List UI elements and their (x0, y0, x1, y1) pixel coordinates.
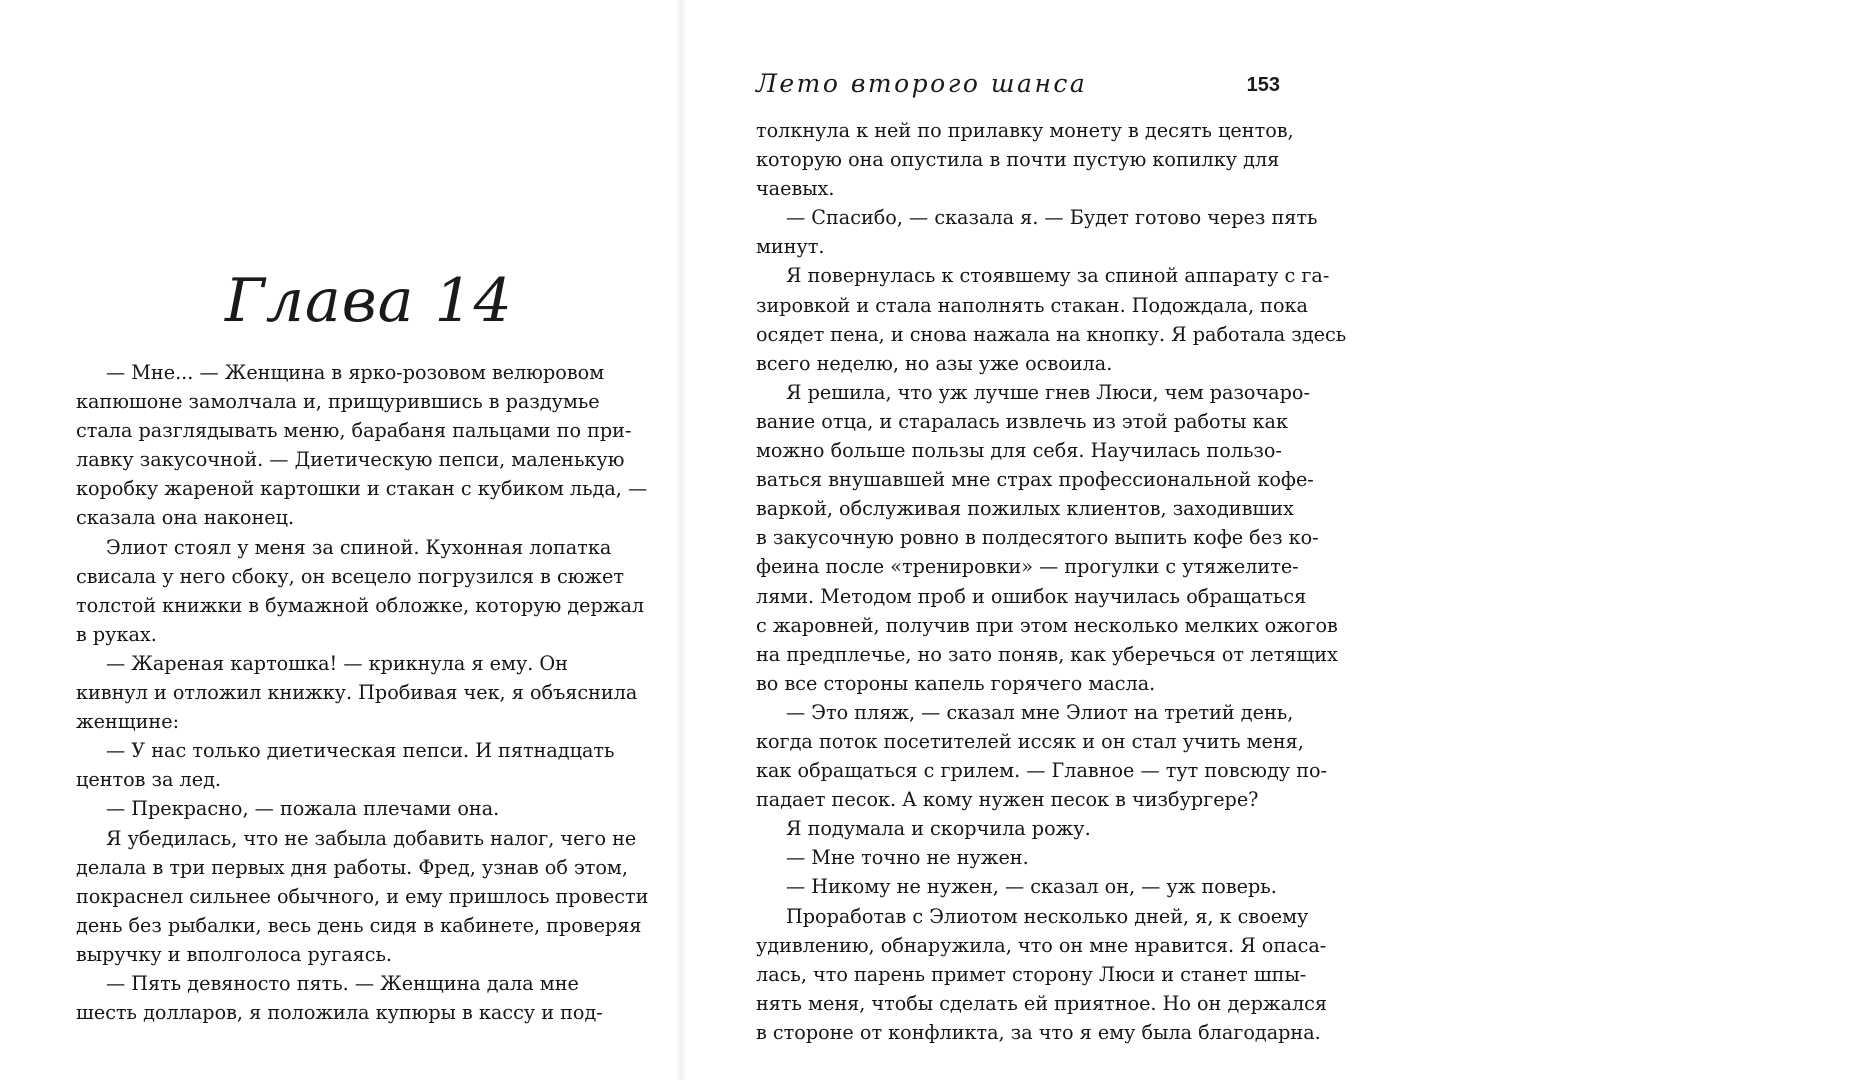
text-line: Я повернулась к стоявшему за спиной аппарату с га- (786, 264, 1330, 288)
text-line: ваться внушавшей мне страх профессиональной кофе- (756, 468, 1314, 492)
text-line: лавку закусочной. — Диетическую пепси, маленькую (76, 448, 625, 472)
text-line: Я подумала и скорчила рожу. (786, 817, 1091, 841)
text-line: осядет пена, и снова нажала на кнопку. Я работала здесь (756, 322, 1347, 346)
text-line: чаевых. (756, 177, 835, 201)
text-line: можно больше пользы для себя. Научилась пользо- (756, 439, 1282, 463)
text-line: свисала у него сбоку, он всецело погрузился в сюжет (76, 564, 625, 588)
text-line: — Мне... — Женщина в ярко-розовом велюровом (106, 361, 605, 384)
text-line: минут. (756, 235, 825, 259)
right-page-text (756, 116, 1347, 1047)
text-line: Я решила, что уж лучше гнев Люси, чем разочаро- (786, 380, 1310, 404)
chapter-title: Глава 14 (225, 266, 513, 336)
left-page-text (76, 358, 649, 1027)
text-line: — Спасибо, — сказала я. — Будет готово через пять (786, 206, 1318, 230)
text-line: во все стороны капель горячего масла. (756, 671, 1156, 695)
text-line: — Пять девяносто пять. — Женщина дала мне (106, 971, 579, 995)
text-line: феина после «тренировки» — прогулки с утяжелите- (756, 555, 1299, 579)
text-line: капюшоне замолчала и, прищурившись в раздумье (76, 390, 600, 414)
text-line: вание отца, и старалась извлечь из этой работы как (756, 409, 1288, 433)
text-line: — Это пляж, — сказал мне Элиот на третий день, (786, 700, 1294, 724)
text-line: — Никому не нужен, — сказал он, — уж поверь. (786, 875, 1277, 899)
text-line: в руках. (76, 622, 157, 646)
text-line: покраснел сильнее обычного, и ему пришлось провести (76, 884, 649, 908)
text-line: когда поток посетителей иссяк и он стал учить меня, (756, 729, 1304, 753)
text-line: Проработав с Элиотом несколько дней, я, к своему (786, 904, 1309, 928)
text-line: центов за лед. (76, 768, 222, 792)
text-line: — У нас только диетическая пепси. И пятнадцать (106, 739, 615, 763)
text-line: — Жареная картошка! — крикнула я ему. Он (106, 651, 568, 675)
page-number: 153 (1246, 74, 1280, 96)
text-line: женщине: (76, 710, 180, 734)
text-line: падает песок. А кому нужен песок в чизбургере? (756, 788, 1259, 812)
text-line: удивлению, обнаружила, что он мне нравится. Я опаса- (756, 933, 1327, 957)
text-line: зировкой и стала наполнять стакан. Подождала, пока (756, 293, 1308, 317)
text-line: делала в три первых дня работы. Фред, узнав об этом, (76, 855, 628, 879)
text-line: всего неделю, но азы уже освоила. (756, 351, 1113, 375)
text-line: Элиот стоял у меня за спиной. Кухонная лопатка (106, 535, 612, 559)
running-head: Лето второго шанса (756, 69, 1088, 98)
text-line: стала разглядывать меню, барабаня пальцами по при- (76, 419, 632, 443)
text-line: шесть долларов, я положила купюры в кассу и под- (76, 1001, 603, 1025)
text-line: — Мне точно не нужен. (786, 846, 1029, 870)
text-line: с жаровней, получив при этом несколько мелких ожогов (756, 613, 1338, 637)
text-line: нять меня, чтобы сделать ей приятное. Но он держался (756, 991, 1328, 1015)
text-line: в стороне от конфликта, за что я ему была благодарна. (756, 1020, 1321, 1044)
text-line: выручку и вполголоса ругаясь. (76, 942, 393, 966)
text-line: лась, что парень примет сторону Люси и станет шпы- (756, 962, 1307, 986)
text-line: на предплечье, но зато поняв, как уберечься от летящих (756, 642, 1338, 666)
text-line: лями. Методом проб и ошибок научилась обращаться (756, 584, 1307, 608)
text-line: сказала она наконец. (76, 506, 295, 530)
text-line: кивнул и отложил книжку. Пробивая чек, я объяснила (76, 681, 638, 705)
text-line: толкнула к ней по прилавку монету в десять центов, (756, 119, 1294, 142)
text-line: варкой, обслуживая пожилых клиентов, заходивших (756, 497, 1294, 521)
text-line: в закусочную ровно в полдесятого выпить кофе без ко- (756, 526, 1319, 550)
text-line: Я убедилась, что не забыла добавить налог, чего не (106, 826, 637, 850)
text-line: день без рыбалки, весь день сидя в кабинете, проверяя (76, 913, 642, 937)
text-line: — Прекрасно, — пожала плечами она. (106, 797, 500, 821)
text-line: толстой книжки в бумажной обложке, которую держал (76, 593, 645, 617)
text-line: которую она опустила в почти пустую копилку для (756, 148, 1280, 172)
text-line: коробку жареной картошки и стакан с кубиком льда, — (76, 477, 648, 501)
left-page (0, 0, 680, 1080)
text-line: как обращаться с грилем. — Главное — тут повсюду по- (756, 759, 1328, 783)
